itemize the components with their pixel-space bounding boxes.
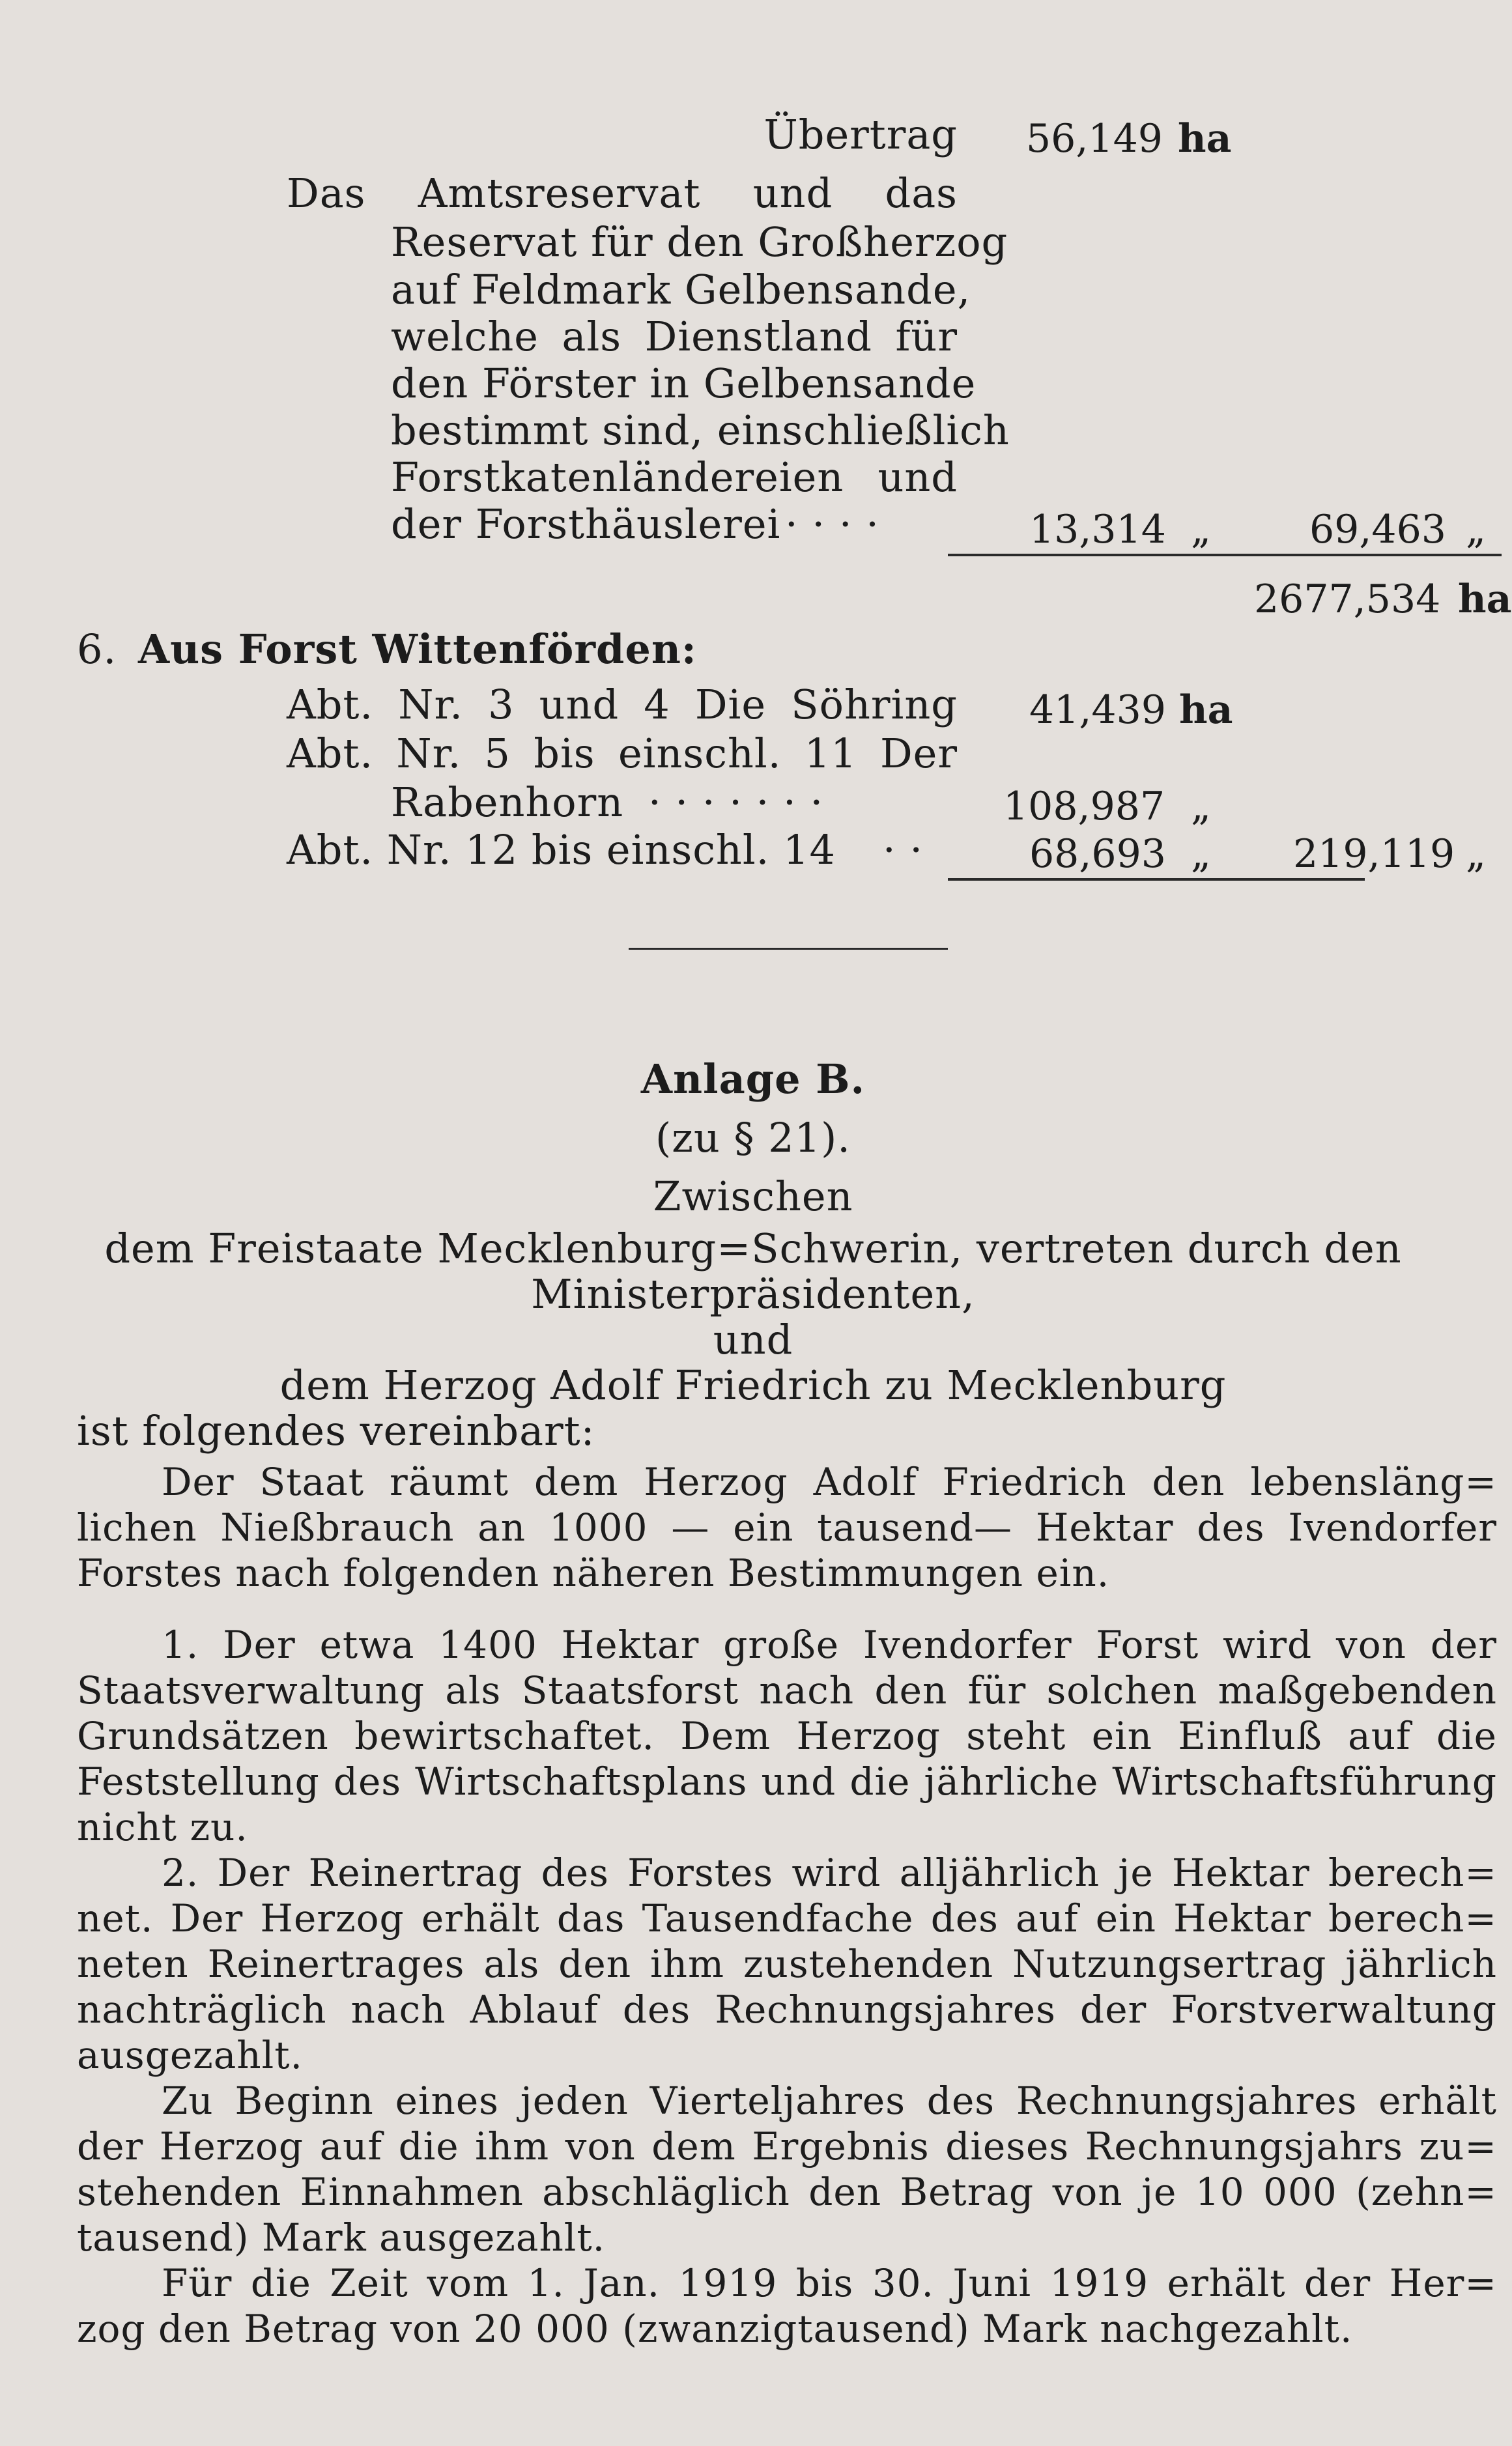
p5-line: zog den Betrag von 20 000 (zwanzigtausend) Mark nachgezahlt. (77, 2307, 1353, 2351)
paragraph-2 (77, 1622, 1497, 1850)
item-sum-unit: „ (1466, 507, 1487, 552)
p2-line: nicht zu. (77, 1805, 248, 1849)
desc-line-4: welche als Dienstland für (391, 313, 958, 360)
p2-line: Grundsätzen bewirtschaftet. Dem Herzog steht ein Einfluß auf die (77, 1714, 1497, 1758)
section6-row3-label: Abt. Nr. 12 bis einschl. 14 (287, 826, 836, 874)
item-unit: „ (1191, 507, 1212, 552)
paragraph-1 (77, 1459, 1497, 1596)
intro-party-1: dem Freistaate Mecklenburg=Schwerin, vertreten durch den (104, 1225, 1402, 1272)
item-sum: 69,463 (1309, 507, 1446, 552)
p3-line: net. Der Herzog erhält das Tausendfache des auf ein Hektar berech= (77, 1896, 1497, 1941)
p3-line: 2. Der Reinertrag des Forstes wird alljährlich je Hektar berech= (162, 1851, 1497, 1895)
section6-row1-unit: ha (1179, 687, 1233, 733)
section6-row3-unit: „ (1191, 831, 1212, 877)
section6-row3-sum-unit: „ (1466, 831, 1487, 877)
p2-line: 1. Der etwa 1400 Hektar große Ivendorfer Forst wird von der (162, 1623, 1497, 1667)
uebertrag-label: Übertrag (763, 111, 958, 158)
desc-line-3: auf Feldmark Gelbensande, (391, 266, 971, 313)
desc-line-8: der Forsthäuslerei (391, 500, 781, 548)
total-unit: ha (1458, 576, 1512, 622)
sum-rule-2 (948, 878, 1365, 881)
intro-und: und (713, 1316, 793, 1363)
leader-dots: · · · · (785, 500, 879, 548)
anlage-title: Anlage B. (640, 1055, 866, 1103)
intro-zwischen: Zwischen (653, 1173, 853, 1220)
intro-agreement: ist folgendes vereinbart: (77, 1407, 595, 1455)
p1-line: Forstes nach folgenden näheren Bestimmungen ein. (77, 1551, 1110, 1595)
uebertrag-value: 56,149 (1026, 116, 1163, 162)
uebertrag-unit: ha (1178, 116, 1232, 162)
sum-rule-1 (948, 554, 1502, 556)
p4-line: der Herzog auf die ihm von dem Ergebnis dieses Rechnungsjahrs zu= (77, 2124, 1497, 2169)
desc-line-5: den Förster in Gelbensande (391, 360, 977, 407)
desc-line-7: Forstkatenländereien und (391, 453, 958, 501)
section6-heading: Aus Forst Wittenförden: (138, 625, 697, 673)
section6-row2-label2: Rabenhorn (391, 778, 624, 826)
paragraph-5 (77, 2260, 1497, 2352)
section6-row2-unit: „ (1191, 784, 1212, 829)
p3-line: ausgezahlt. (77, 2033, 303, 2077)
p1-line: lichen Nießbrauch an 1000 — ein tausend— Hektar des Ivendorfer (77, 1505, 1497, 1550)
p4-line: Zu Beginn eines jeden Vierteljahres des Rechnungsjahres erhält (162, 2079, 1497, 2123)
item-value: 13,314 (1029, 507, 1166, 552)
intro-party-1-cont: Ministerpräsidenten, (531, 1270, 975, 1318)
paragraph-3 (77, 1850, 1497, 2078)
section6-row3-sum: 219,119 (1293, 831, 1455, 877)
total-value: 2677,534 (1254, 576, 1441, 622)
p4-line: tausend) Mark ausgezahlt. (77, 2215, 606, 2260)
intro-party-2: dem Herzog Adolf Friedrich zu Mecklenburg (279, 1361, 1227, 1409)
p3-line: nachträglich nach Ablauf des Rechnungsjahres der Forstverwaltung (77, 1987, 1497, 2032)
section6-row2-leader: · · · · · · · (648, 778, 824, 826)
section6-row3-value: 68,693 (1029, 831, 1166, 877)
desc-line-2: Reservat für den Großherzog (391, 218, 1008, 266)
desc-line-6: bestimmt sind, einschließlich (391, 406, 1010, 454)
section6-number: 6. (77, 625, 117, 673)
section6-row1-value: 41,439 (1029, 687, 1166, 733)
desc-line-1: Das Amtsreservat und das (287, 169, 958, 217)
section6-row2-value: 108,987 (1003, 784, 1165, 829)
p1-line: Der Staat räumt dem Herzog Adolf Friedrich den lebensläng= (162, 1460, 1497, 1504)
section6-row3-leader: · · (883, 826, 924, 874)
anlage-ref: (zu § 21). (655, 1114, 851, 1161)
p2-line: Staatsverwaltung als Staatsforst nach den für solchen maßgebenden (77, 1668, 1497, 1713)
p2-line: Feststellung des Wirtschaftsplans und die jährliche Wirtschaftsführung (77, 1759, 1497, 1804)
paragraph-4 (77, 2078, 1497, 2260)
section6-row1-label: Abt. Nr. 3 und 4 Die Söhring (287, 681, 958, 728)
section6-row2-label: Abt. Nr. 5 bis einschl. 11 Der (287, 730, 958, 777)
p5-line: Für die Zeit vom 1. Jan. 1919 bis 30. Juni 1919 erhält der Her= (162, 2261, 1497, 2305)
p4-line: stehenden Einnahmen abschläglich den Betrag von je 10 000 (zehn= (77, 2170, 1497, 2214)
section-divider (629, 948, 948, 950)
p3-line: neten Reinertrages als den ihm zustehenden Nutzungsertrag jährlich (77, 1942, 1497, 1986)
